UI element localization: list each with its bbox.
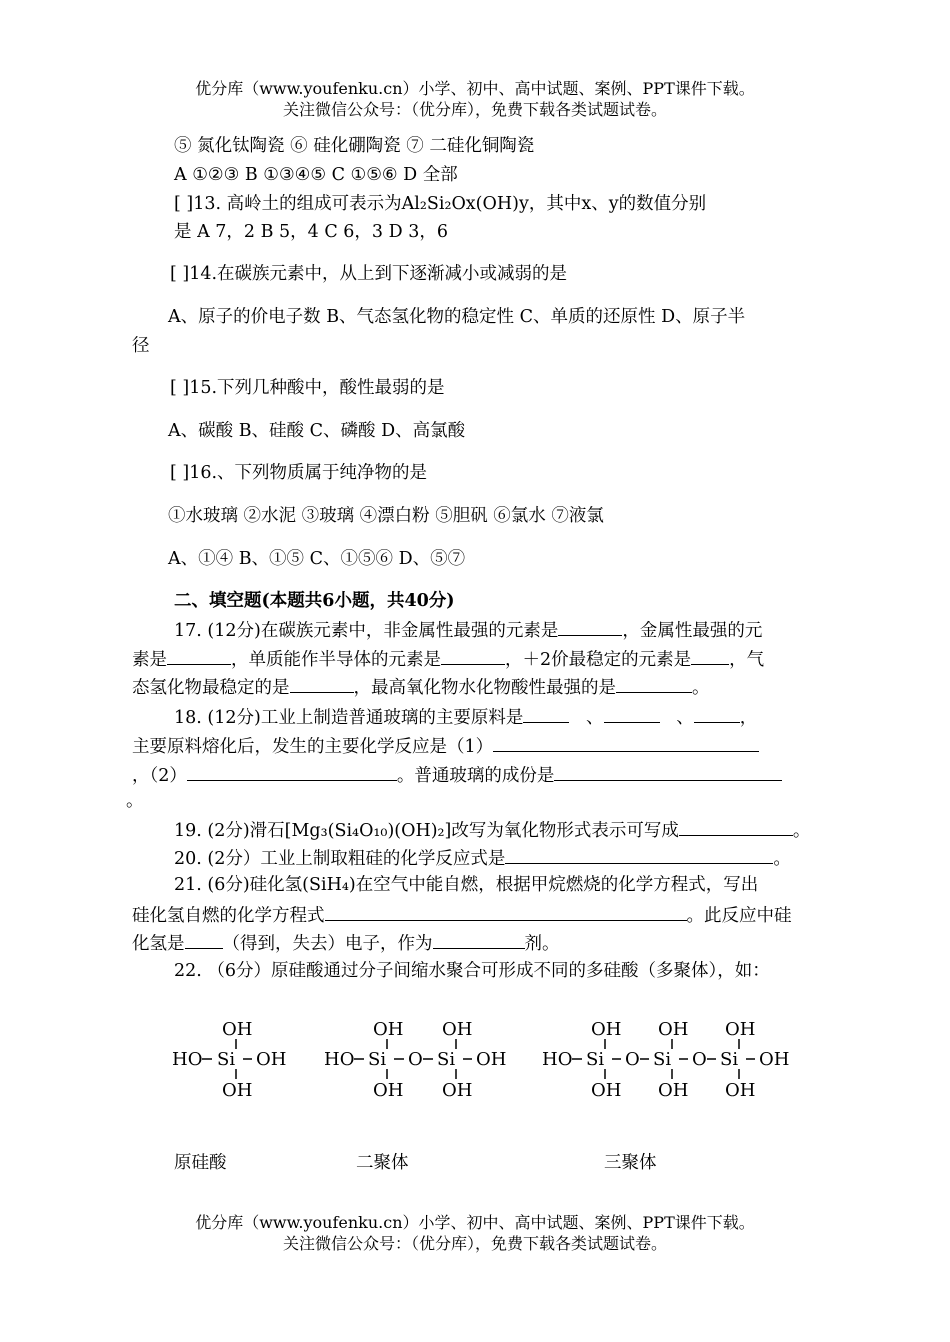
svg-text:Si: Si: [653, 1049, 672, 1070]
svg-text:OH: OH: [256, 1049, 287, 1070]
svg-text:OH: OH: [222, 1019, 253, 1040]
question-22: 22. （6分）原硅酸通过分子间缩水聚合可形成不同的多硅酸（多聚体），如：: [174, 961, 770, 981]
question-21-line-1: 21. (6分)硅化氢(SiH₄)在空气中能自燃，根据甲烷燃烧的化学方程式，写出: [174, 875, 759, 895]
question-14: [ ]14.在碳族元素中，从上到下逐渐减小或减弱的是: [170, 264, 568, 284]
svg-text:OH: OH: [725, 1080, 756, 1101]
answer-blank[interactable]: [616, 675, 692, 693]
question-18-line-4: 。: [126, 791, 144, 811]
caption-dimer: 二聚体: [356, 1153, 409, 1173]
polysilicic-acid-structures: [160, 1005, 800, 1105]
question-17-line-2: 素是 ，单质能作半导体的元素是 ，＋2价最稳定的元素是 ，气: [132, 647, 764, 671]
svg-text:Si: Si: [720, 1049, 739, 1070]
answer-blank[interactable]: [433, 931, 525, 949]
caption-trimer: 三聚体: [604, 1153, 657, 1173]
answer-blank[interactable]: [679, 818, 793, 836]
svg-text:O: O: [692, 1049, 707, 1070]
svg-text:O: O: [625, 1049, 640, 1070]
question-18-line-3: ，（2） 。普通玻璃的成份是: [132, 763, 782, 787]
svg-text:OH: OH: [591, 1019, 622, 1040]
answer-blank[interactable]: [325, 903, 687, 921]
header-line-1: 优分库（www.youfenku.cn）小学、初中、高中试题、案例、PPT课件下载。: [195, 79, 755, 98]
svg-text:OH: OH: [222, 1080, 253, 1101]
option-line: A ①②③ B ①③④⑤ C ①⑤⑥ D 全部: [174, 165, 458, 185]
svg-text:OH: OH: [759, 1049, 790, 1070]
answer-blank[interactable]: [185, 931, 223, 949]
footer-line-1: 优分库（www.youfenku.cn）小学、初中、高中试题、案例、PPT课件下载。: [195, 1213, 755, 1232]
question-16-items: ①水玻璃 ②水泥 ③玻璃 ④漂白粉 ⑤胆矾 ⑥氯水 ⑦液氯: [168, 506, 604, 526]
svg-text:Si: Si: [437, 1049, 456, 1070]
svg-text:OH: OH: [591, 1080, 622, 1101]
question-16-options: A、①④ B、①⑤ C、①⑤⑥ D、⑤⑦: [168, 549, 466, 569]
header-line-2: 关注微信公众号：（优分库），免费下载各类试题试卷。: [282, 100, 667, 119]
svg-text:OH: OH: [373, 1019, 404, 1040]
answer-blank[interactable]: [441, 647, 505, 665]
svg-text:Si: Si: [368, 1049, 387, 1070]
svg-text:O: O: [408, 1049, 423, 1070]
answer-blank[interactable]: [694, 705, 740, 723]
answer-blank[interactable]: [505, 846, 773, 864]
question-17-line-3: 态氢化物最稳定的是 ，最高氧化物水化物酸性最强的是 。: [132, 675, 710, 699]
answer-blank[interactable]: [493, 734, 759, 752]
answer-blank[interactable]: [604, 705, 660, 723]
question-13: [ ]13. 高岭土的组成可表示为Al₂Si₂Ox(OH)y，其中x、y的数值分别: [174, 194, 707, 214]
question-19: 19. (2分)滑石[Mg₃(Si₄O₁₀)(OH)₂]改写为氧化物形式表示可写成 。: [174, 818, 810, 842]
question-16: [ ]16.、下列物质属于纯净物的是: [170, 463, 428, 483]
answer-blank[interactable]: [187, 763, 397, 781]
question-17-line-1: 17. (12分)在碳族元素中，非金属性最强的元素是 ，金属性最强的元: [174, 618, 762, 642]
dimer-structure: [324, 1019, 506, 1101]
footer-line-2: 关注微信公众号：（优分库），免费下载各类试题试卷。: [282, 1234, 667, 1253]
question-15-options: A、碳酸 B、硅酸 C、磷酸 D、高氯酸: [168, 421, 466, 441]
answer-blank[interactable]: [558, 618, 622, 636]
section-heading: 二、填空题(本题共6小题，共40分): [174, 591, 455, 611]
question-21-line-3: 化氢是 （得到，失去）电子，作为 剂。: [132, 931, 560, 955]
svg-text:OH: OH: [725, 1019, 756, 1040]
question-15: [ ]15.下列几种酸中，酸性最弱的是: [170, 378, 445, 398]
svg-text:OH: OH: [373, 1080, 404, 1101]
svg-text:HO: HO: [324, 1049, 355, 1070]
answer-blank[interactable]: [691, 647, 729, 665]
answer-blank[interactable]: [290, 675, 354, 693]
question-13-options: 是 A 7，2 B 5，4 C 6，3 D 3，6: [174, 222, 448, 242]
option-line: ⑤ 氮化钛陶瓷 ⑥ 硅化硼陶瓷 ⑦ 二硅化铜陶瓷: [174, 136, 535, 156]
orthosilicic-acid-structure: [172, 1019, 286, 1101]
question-18-line-2: 主要原料熔化后，发生的主要化学反应是（1）: [132, 734, 759, 758]
svg-text:Si: Si: [217, 1049, 236, 1070]
svg-text:OH: OH: [442, 1080, 473, 1101]
question-20: 20. (2分）工业上制取粗硅的化学反应式是 。: [174, 846, 791, 870]
answer-blank[interactable]: [554, 763, 782, 781]
svg-text:OH: OH: [658, 1019, 689, 1040]
question-18-line-1: 18. (12分)工业上制造普通玻璃的主要原料是 、 、 ，: [174, 705, 757, 729]
question-14-options: A、原子的价电子数 B、气态氢化物的稳定性 C、单质的还原性 D、原子半: [168, 307, 746, 327]
svg-text:OH: OH: [442, 1019, 473, 1040]
svg-text:HO: HO: [172, 1049, 203, 1070]
answer-blank[interactable]: [167, 647, 231, 665]
svg-text:Si: Si: [586, 1049, 605, 1070]
caption-orthosilicic-acid: 原硅酸: [174, 1153, 227, 1173]
question-21-line-2: 硅化氢自燃的化学方程式 。此反应中硅: [132, 903, 792, 927]
question-14-options-cont: 径: [132, 336, 150, 356]
svg-text:HO: HO: [542, 1049, 573, 1070]
svg-text:OH: OH: [658, 1080, 689, 1101]
answer-blank[interactable]: [523, 705, 569, 723]
trimer-structure: [542, 1019, 789, 1101]
svg-text:OH: OH: [476, 1049, 507, 1070]
